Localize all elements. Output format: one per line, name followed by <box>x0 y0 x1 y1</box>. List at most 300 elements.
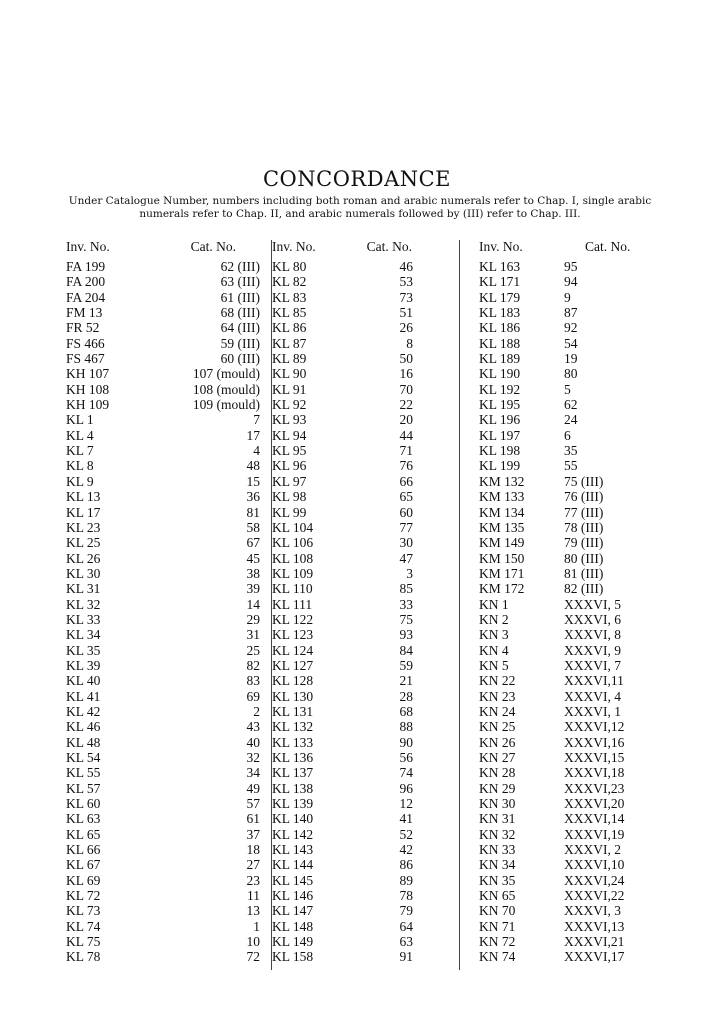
table-row <box>66 474 266 489</box>
cat-no-cell: 21 <box>399 673 413 689</box>
table-row <box>479 873 679 888</box>
cat-no-cell: 33 <box>399 596 413 612</box>
cat-no-cell: 107 (mould) <box>192 366 260 382</box>
table-row <box>479 305 679 320</box>
table-row <box>479 811 679 826</box>
inv-no-cell: KL 75 <box>66 934 101 950</box>
inv-no-cell: KL 95 <box>272 443 307 459</box>
inv-no-cell: FS 466 <box>66 335 105 351</box>
column-header <box>479 238 679 256</box>
inv-no-cell: KL 97 <box>272 473 307 489</box>
inv-no-cell: KL 39 <box>66 657 101 673</box>
table-row <box>272 719 472 734</box>
inv-no-cell: KN 25 <box>479 719 516 735</box>
inv-no-cell: KL 30 <box>66 565 101 581</box>
table-row <box>479 397 679 412</box>
inv-no-cell: KL 124 <box>272 642 314 658</box>
table-row <box>479 597 679 612</box>
cat-no-cell: 34 <box>246 765 260 781</box>
inv-no-cell: KN 31 <box>479 811 516 827</box>
cat-no-cell: XXXVI,12 <box>564 719 625 735</box>
table-row <box>272 458 472 473</box>
cat-no-cell: 67 <box>246 535 260 551</box>
table-row <box>272 842 472 857</box>
cat-no-cell: XXXVI,22 <box>564 888 625 904</box>
inv-no-cell: KN 32 <box>479 826 516 842</box>
cat-no-cell: 72 <box>246 949 260 965</box>
table-row <box>66 412 266 427</box>
table-row <box>479 351 679 366</box>
inv-no-cell: KL 7 <box>66 443 94 459</box>
inv-no-cell: KL 91 <box>272 381 307 397</box>
table-row <box>479 857 679 872</box>
table-row <box>479 796 679 811</box>
cat-no-cell: 30 <box>399 535 413 551</box>
inv-no-cell: KL 17 <box>66 504 101 520</box>
cat-no-cell: 68 (III) <box>220 305 260 321</box>
inv-no-cell: KL 33 <box>66 611 101 627</box>
cat-no-cell: 52 <box>399 826 413 842</box>
table-row <box>272 412 472 427</box>
cat-no-cell: 6 <box>564 427 571 443</box>
cat-no-cell: XXXVI,17 <box>564 949 625 965</box>
cat-no-cell: 108 (mould) <box>192 381 260 397</box>
table-row <box>479 919 679 934</box>
cat-no-cell: 76 (III) <box>564 489 604 505</box>
cat-no-cell: 66 <box>399 473 413 489</box>
cat-no-cell: 53 <box>399 274 413 290</box>
inv-no-cell: KL 69 <box>66 872 101 888</box>
inv-no-cell: KL 55 <box>66 765 101 781</box>
table-row <box>272 811 472 826</box>
table-row <box>272 382 472 397</box>
cat-no-cell: 47 <box>399 550 413 566</box>
table-row <box>272 612 472 627</box>
table-row <box>272 259 472 274</box>
inv-no-cell: KL 23 <box>66 519 101 535</box>
cat-no-cell: XXXVI, 5 <box>564 596 621 612</box>
cat-no-cell: 4 <box>253 443 260 459</box>
intro-note: Under Catalogue Number, numbers including both roman and arabic numerals refer to Chap. I, single arabic numerals refer to Chap. II, and arabic numerals followed by (III) refer to Chap. III. <box>68 195 652 220</box>
cat-no-cell: 48 <box>246 458 260 474</box>
cat-no-cell: 81 <box>246 504 260 520</box>
inv-no-cell: KM 171 <box>479 565 525 581</box>
cat-no-cell: XXXVI,11 <box>564 673 624 689</box>
table-row <box>66 520 266 535</box>
inv-no-cell: KL 104 <box>272 519 314 535</box>
cat-no-cell: 18 <box>246 842 260 858</box>
cat-no-cell: XXXVI, 3 <box>564 903 621 919</box>
table-row <box>66 566 266 581</box>
inv-no-cell: KL 99 <box>272 504 307 520</box>
table-row <box>272 750 472 765</box>
cat-no-cell: 2 <box>253 703 260 719</box>
table-row <box>479 735 679 750</box>
inv-no-cell: KL 13 <box>66 489 101 505</box>
table-row <box>66 535 266 550</box>
cat-no-cell: 11 <box>247 888 260 904</box>
inv-no-cell: KL 163 <box>479 259 521 274</box>
cat-no-cell: 71 <box>399 443 413 459</box>
inv-no-cell: KN 74 <box>479 949 516 965</box>
table-row <box>272 366 472 381</box>
cat-no-cell: 88 <box>399 719 413 735</box>
cat-no-cell: XXXVI, 8 <box>564 627 621 643</box>
cat-no-cell: 46 <box>399 259 413 274</box>
inv-no-cell: KL 65 <box>66 826 101 842</box>
inv-no-cell: KL 140 <box>272 811 314 827</box>
inv-no-cell: KM 172 <box>479 581 525 597</box>
table-row <box>66 704 266 719</box>
table-row <box>272 551 472 566</box>
inv-no-cell: KN 72 <box>479 934 516 950</box>
table-row <box>66 397 266 412</box>
table-row <box>66 873 266 888</box>
cat-no-cell: XXXVI, 7 <box>564 657 621 673</box>
cat-no-cell: 7 <box>253 412 260 428</box>
inv-no-cell: KL 74 <box>66 918 101 934</box>
inv-no-cell: KN 65 <box>479 888 516 904</box>
cat-no-cell: 17 <box>246 427 260 443</box>
table-row <box>479 520 679 535</box>
cat-no-cell: 86 <box>399 857 413 873</box>
table-row <box>272 765 472 780</box>
cat-no-cell: 58 <box>246 519 260 535</box>
cat-no-cell: 38 <box>246 565 260 581</box>
table-row <box>272 581 472 596</box>
table-row <box>272 397 472 412</box>
inv-no-cell: KN 70 <box>479 903 516 919</box>
cat-no-cell: 74 <box>399 765 413 781</box>
cat-no-cell: 76 <box>399 458 413 474</box>
table-row <box>66 551 266 566</box>
table-row <box>272 535 472 550</box>
table-row <box>479 949 679 964</box>
inv-no-cell: KL 60 <box>66 796 101 812</box>
table-row <box>479 489 679 504</box>
table-row <box>479 458 679 473</box>
table-row <box>272 336 472 351</box>
cat-no-cell: 41 <box>399 811 413 827</box>
cat-no-cell: XXXVI, 9 <box>564 642 621 658</box>
inv-no-cell: KL 123 <box>272 627 314 643</box>
cat-no-cell: 75 <box>399 611 413 627</box>
cat-no-cell: 77 (III) <box>564 504 604 520</box>
cat-no-cell: 64 <box>399 918 413 934</box>
cat-no-cell: 61 <box>246 811 260 827</box>
cat-no-cell: XXXVI,13 <box>564 918 625 934</box>
cat-no-cell: 43 <box>246 719 260 735</box>
table-row <box>66 689 266 704</box>
cat-no-cell: 73 <box>399 289 413 305</box>
table-row <box>479 505 679 520</box>
cat-no-cell: 29 <box>246 611 260 627</box>
inv-no-cell: KL 142 <box>272 826 314 842</box>
inv-no-cell: KL 147 <box>272 903 314 919</box>
table-row <box>479 658 679 673</box>
inv-no-cell: KL 199 <box>479 458 521 474</box>
cat-no-cell: 12 <box>399 796 413 812</box>
cat-no-cell: 14 <box>246 596 260 612</box>
table-row <box>479 566 679 581</box>
table-row <box>66 458 266 473</box>
table-row <box>66 796 266 811</box>
cat-no-cell: 3 <box>406 565 413 581</box>
cat-no-cell: 61 (III) <box>220 289 260 305</box>
inv-no-cell: KL 106 <box>272 535 314 551</box>
cat-no-cell: 95 <box>564 259 578 274</box>
inv-no-cell: KL 1 <box>66 412 94 428</box>
cat-no-cell: XXXVI, 2 <box>564 842 621 858</box>
table-row <box>272 873 472 888</box>
inv-no-cell: KL 80 <box>272 259 307 274</box>
cat-no-cell: 42 <box>399 842 413 858</box>
inv-no-cell: KL 85 <box>272 305 307 321</box>
inv-no-cell: KL 87 <box>272 335 307 351</box>
inv-no-cell: KH 107 <box>66 366 110 382</box>
table-row <box>479 612 679 627</box>
inv-no-cell: KL 158 <box>272 949 314 965</box>
inv-no-cell: KL 67 <box>66 857 101 873</box>
inv-no-cell: KL 86 <box>272 320 307 336</box>
inv-no-cell: KL 188 <box>479 335 521 351</box>
table-row <box>66 949 266 964</box>
table-row <box>66 351 266 366</box>
cat-no-cell: 26 <box>399 320 413 336</box>
table-row <box>479 689 679 704</box>
inv-no-cell: KL 25 <box>66 535 101 551</box>
inv-no-cell: KL 35 <box>66 642 101 658</box>
cat-no-cell: 79 <box>399 903 413 919</box>
inv-no-cell: KN 4 <box>479 642 509 658</box>
cat-no-cell: 8 <box>406 335 413 351</box>
table-row <box>66 597 266 612</box>
cat-no-cell: 50 <box>399 351 413 367</box>
table-row <box>66 382 266 397</box>
table-row <box>272 597 472 612</box>
inv-no-cell: KL 9 <box>66 473 94 489</box>
cat-no-cell: 57 <box>246 796 260 812</box>
table-row <box>272 305 472 320</box>
table-row <box>66 857 266 872</box>
inv-no-cell: KL 48 <box>66 734 101 750</box>
cat-no-cell: 13 <box>246 903 260 919</box>
inv-no-cell: KL 195 <box>479 397 521 413</box>
cat-no-cell: 96 <box>399 780 413 796</box>
inv-no-cell: KL 94 <box>272 427 307 443</box>
table-row <box>272 796 472 811</box>
table-row <box>479 704 679 719</box>
table-row <box>479 428 679 443</box>
inv-no-cell: KM 135 <box>479 519 525 535</box>
inv-no-cell: KL 54 <box>66 750 101 765</box>
concordance-column-2 <box>272 238 472 965</box>
cat-no-cell: 19 <box>564 351 578 367</box>
inv-no-cell: KL 109 <box>272 565 314 581</box>
table-row <box>272 428 472 443</box>
inv-no-cell: KL 96 <box>272 458 307 474</box>
table-row <box>272 949 472 964</box>
cat-no-cell: 69 <box>246 688 260 704</box>
table-row <box>272 888 472 903</box>
table-row <box>66 489 266 504</box>
inv-no-cell: KL 73 <box>66 903 101 919</box>
inv-no-cell: KL 46 <box>66 719 101 735</box>
table-row <box>272 919 472 934</box>
inv-no-cell: KN 23 <box>479 688 516 704</box>
inv-no-cell: KL 41 <box>66 688 101 704</box>
inv-no-cell: KN 3 <box>479 627 509 643</box>
cat-no-cell: 59 <box>399 657 413 673</box>
cat-no-cell: 78 <box>399 888 413 904</box>
inv-no-cell: KM 149 <box>479 535 525 551</box>
cat-no-cell: 68 <box>399 703 413 719</box>
inv-no-cell: KM 133 <box>479 489 525 505</box>
inv-no-cell: KN 2 <box>479 611 509 627</box>
cat-no-cell: 55 <box>564 458 578 474</box>
inv-no-cell: FA 199 <box>66 259 106 274</box>
inv-no-cell: KN 24 <box>479 703 516 719</box>
table-row <box>66 612 266 627</box>
table-row <box>479 827 679 842</box>
inv-no-cell: KL 145 <box>272 872 314 888</box>
inv-no-cell: KL 198 <box>479 443 521 459</box>
table-row <box>272 689 472 704</box>
table-row <box>66 320 266 335</box>
inv-no-header: Inv. No. <box>272 239 316 254</box>
table-row <box>66 903 266 918</box>
cat-no-cell: 62 <box>564 397 578 413</box>
table-row <box>479 382 679 397</box>
cat-no-cell: 35 <box>564 443 578 459</box>
inv-no-cell: KL 34 <box>66 627 101 643</box>
cat-no-header: Cat. No. <box>190 239 236 254</box>
cat-no-cell: 56 <box>399 750 413 765</box>
inv-no-cell: KL 111 <box>272 596 313 612</box>
table-row <box>272 290 472 305</box>
inv-no-cell: KL 26 <box>66 550 101 566</box>
table-row <box>479 581 679 596</box>
inv-no-cell: KN 28 <box>479 765 516 781</box>
cat-no-cell: 83 <box>246 673 260 689</box>
inv-no-cell: KL 148 <box>272 918 314 934</box>
table-row <box>272 274 472 289</box>
cat-no-cell: 10 <box>246 934 260 950</box>
inv-no-cell: KL 192 <box>479 381 521 397</box>
inv-no-cell: KL 136 <box>272 750 314 765</box>
table-row <box>272 934 472 949</box>
cat-no-cell: 60 <box>399 504 413 520</box>
inv-no-cell: KL 122 <box>272 611 314 627</box>
table-row <box>479 259 679 274</box>
inv-no-cell: KL 131 <box>272 703 314 719</box>
inv-no-cell: KN 22 <box>479 673 516 689</box>
cat-no-cell: 31 <box>246 627 260 643</box>
inv-no-cell: KL 128 <box>272 673 314 689</box>
table-row <box>66 366 266 381</box>
cat-no-cell: XXXVI,14 <box>564 811 625 827</box>
inv-no-cell: KN 34 <box>479 857 516 873</box>
table-row <box>272 658 472 673</box>
inv-no-cell: KN 29 <box>479 780 516 796</box>
table-row <box>272 857 472 872</box>
table-row <box>479 903 679 918</box>
concordance-column-1 <box>66 238 266 965</box>
table-row <box>272 781 472 796</box>
inv-no-cell: KL 138 <box>272 780 314 796</box>
inv-no-cell: KL 196 <box>479 412 521 428</box>
cat-no-cell: 65 <box>399 489 413 505</box>
table-row <box>272 704 472 719</box>
cat-no-cell: 81 (III) <box>564 565 604 581</box>
inv-no-header: Inv. No. <box>479 239 523 254</box>
table-row <box>479 551 679 566</box>
table-row <box>272 351 472 366</box>
inv-no-cell: KL 72 <box>66 888 101 904</box>
table-row <box>272 320 472 335</box>
table-row <box>66 934 266 949</box>
inv-no-cell: KL 139 <box>272 796 314 812</box>
cat-no-cell: 94 <box>564 274 578 290</box>
cat-no-header: Cat. No. <box>585 239 631 254</box>
table-row <box>479 750 679 765</box>
table-row <box>66 842 266 857</box>
table-row <box>479 535 679 550</box>
inv-no-cell: KL 93 <box>272 412 307 428</box>
table-row <box>272 627 472 642</box>
cat-no-cell: 23 <box>246 872 260 888</box>
inv-no-cell: KL 144 <box>272 857 314 873</box>
table-row <box>66 888 266 903</box>
cat-no-cell: 82 <box>246 657 260 673</box>
inv-no-cell: KN 71 <box>479 918 516 934</box>
inv-no-cell: KL 110 <box>272 581 313 597</box>
inv-no-cell: KL 8 <box>66 458 94 474</box>
cat-no-cell: XXXVI, 1 <box>564 703 621 719</box>
cat-no-cell: 78 (III) <box>564 519 604 535</box>
inv-no-cell: KL 32 <box>66 596 101 612</box>
table-row <box>272 735 472 750</box>
table-row <box>272 520 472 535</box>
inv-no-cell: KL 92 <box>272 397 307 413</box>
inv-no-cell: KH 109 <box>66 397 110 413</box>
table-row <box>272 489 472 504</box>
cat-no-cell: 9 <box>564 289 571 305</box>
cat-no-cell: 27 <box>246 857 260 873</box>
cat-no-cell: 15 <box>246 473 260 489</box>
cat-no-cell: 92 <box>564 320 578 336</box>
inv-no-cell: KL 133 <box>272 734 314 750</box>
table-row <box>479 842 679 857</box>
cat-no-cell: 84 <box>399 642 413 658</box>
cat-no-cell: 45 <box>246 550 260 566</box>
inv-no-cell: FA 204 <box>66 289 106 305</box>
cat-no-cell: XXXVI,10 <box>564 857 625 873</box>
cat-no-cell: 63 (III) <box>220 274 260 290</box>
inv-no-cell: KL 40 <box>66 673 101 689</box>
table-row <box>66 274 266 289</box>
inv-no-cell: KL 4 <box>66 427 94 443</box>
cat-no-cell: XXXVI,21 <box>564 934 625 950</box>
table-row <box>479 781 679 796</box>
inv-no-cell: KL 66 <box>66 842 101 858</box>
table-row <box>479 643 679 658</box>
cat-no-cell: 64 (III) <box>220 320 260 336</box>
cat-no-cell: 32 <box>246 750 260 765</box>
cat-no-cell: XXXVI,19 <box>564 826 625 842</box>
table-row <box>272 443 472 458</box>
inv-no-cell: KM 132 <box>479 473 525 489</box>
